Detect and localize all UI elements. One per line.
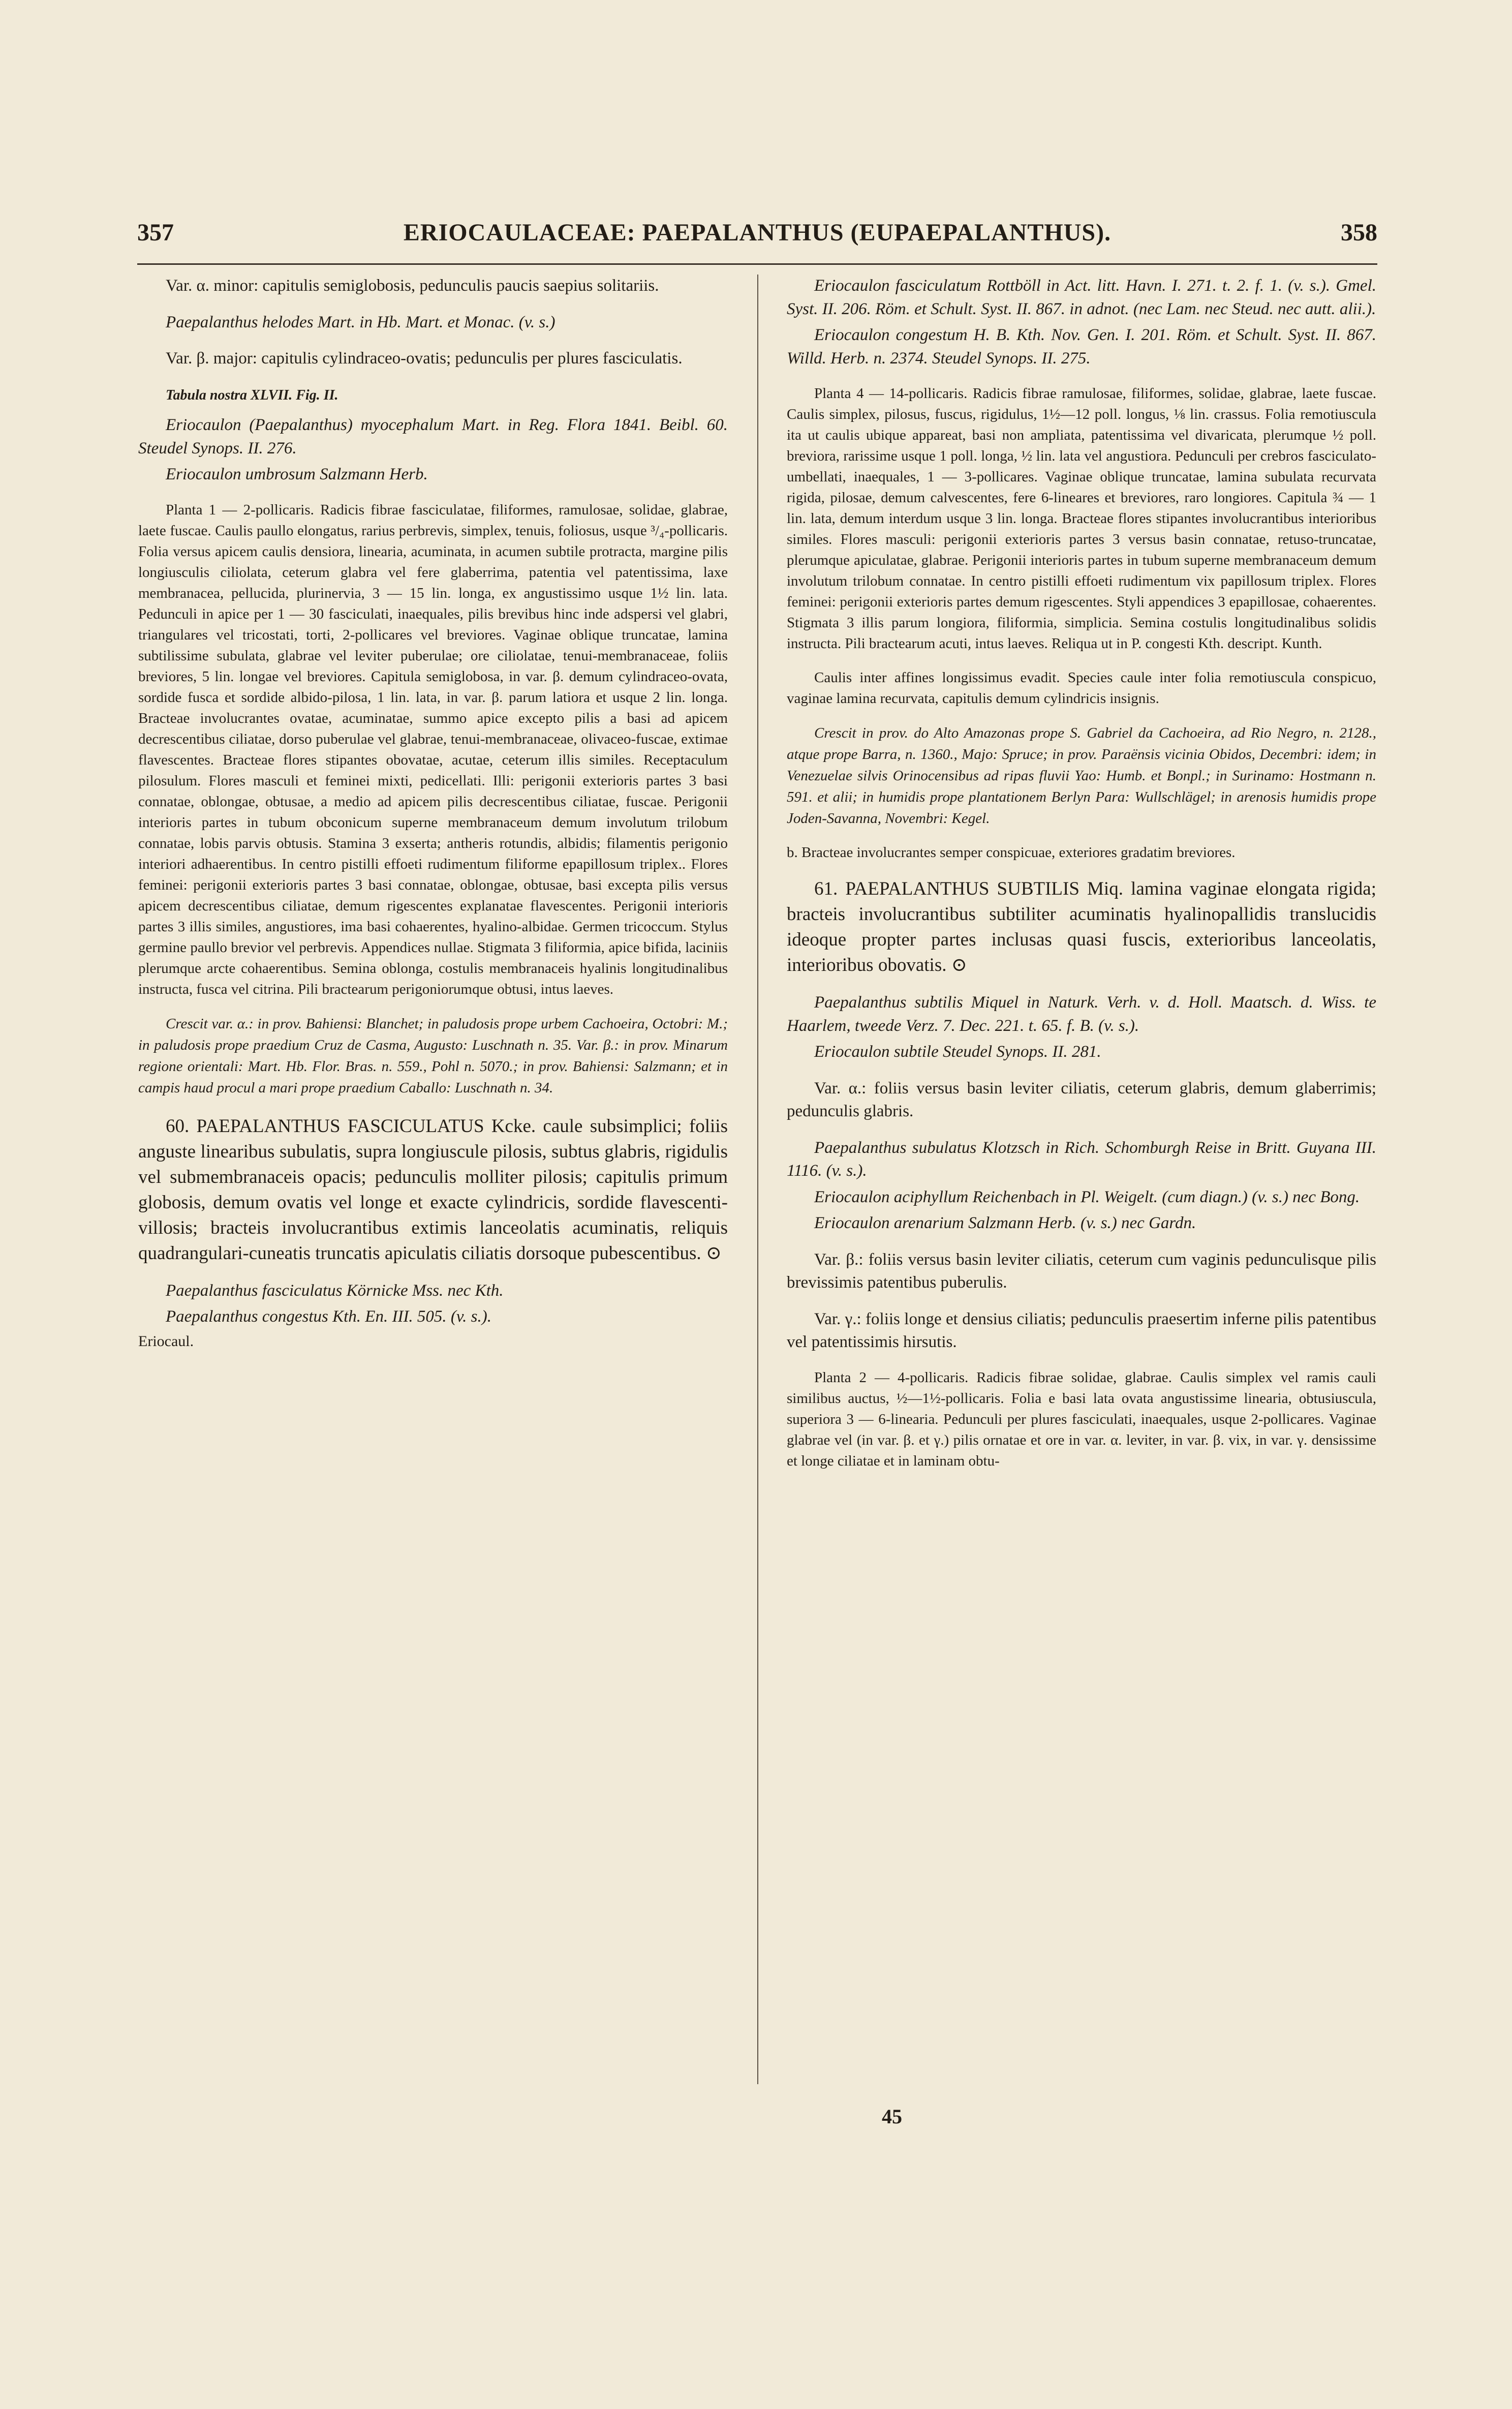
synonym-61d: Eriocaulon aciphyllum Reichenbach in Pl. Weigelt. (cum diagn.) (v. s.) nec Bong. (814, 1187, 1360, 1206)
synonym-helodes: Paepalanthus helodes Mart. in Hb. Mart. et Monac. (v. s.) (166, 313, 556, 331)
description: Planta 1 — 2-pollicaris. Radicis fibrae fasciculatae, filiformes, ramulosae, solidae, glabrae, laete fuscae. Caulis paullo elongatus, rarius perbrevis, simplex, tenuis, foliosus, usque ³/₄-pollicaris. Folia versus apicem caulis densiora, linearia, acuminata, in acumen subtile protracta, margine pilis longiusculis ciliolata, ceterum glabra vel fere glaberrima, patentia vel patentissima, laxe membranacea, pellucida, plurinervia, 3 — 15 lin. longa, ex angustissimo usque 1½ lin. lata. Pedunculi in apice per 1 — 30 fasciculati, inaequales, pilis brevibus hinc inde adspersi vel glabri, triangulares vel tricostati, torti, 2-pollicares vel breviores. Vaginae oblique truncatae, lamina subtilissime subulata, glabrae vel leviter puberulae; ore ciliolatae, tenui-membranaceae, foliis breviores, 5 lin. longae vel breviores. Capitula semiglobosa, in var. β. demum cylindraceo-ovata, sordide fusca et sordide albido-pilosa, 1 lin. lata, in var. β. parum latiora et usque 2 lin. longa. Bracteae involucrantes ovatae, acuminatae, summo apice excepto pilis a basi ad apicem decrescentibus ciliatae, dorso puberulae vel glabrae, tenui-membranaceae, olivaceo-fuscae, extimae flavescentes. Bracteae flores stipantes obovatae, acutae, ceterum illis similes. Receptaculum pilosulum. Flores masculi et feminei mixti, pedicellati. Illi: perigonii exterioris partes 3 basi connatae, oblongae, obtusae, a medio ad apicem pilis decrescentibus ciliatae, fuscae. Perigonii interioris partes in tubum obconicum superne membranaceum demum involutum trilobum connatae, lobis parvis obtusis. Stamina 3 exserta; antheris rotundis, albidis; filamentis perigonio interiori adhaerentibus. In centro pistilli effoeti rudimentum filiforme epapillosum triplex.. Flores feminei: perigonii exterioris partes 3 basi connatae, oblongae, obtusae, basi excepta pilis versus apicem decrescentibus ciliatae, demum rigescentes explanatae flavescentes. Perigonii interioris partes 3 illis similes, angustiores, ima basi cohaerentes, hyalino-albidae. Germen tricoccum. Stylus germine paullo brevior vel perbrevis. Appendices nullae. Stigmata 3 filiformia, apice bifida, laciniis plerumque arcte cohaerentibus. Semina oblonga, costulis membranaceis hyalinis longitudinalibus instructa, fusca vel citrina. Pili bractearum perigoniorumque obtusi, intus laeves. (138, 501, 728, 997)
description-60: Planta 4 — 14-pollicaris. Radicis fibrae ramulosae, filiformes, solidae, glabrae, laete fuscae. Caulis simplex, pilosus, fuscus, rigidulus, 1½—12 poll. longus, ⅛ lin. crassus. Folia remotiuscula ita ut caulis ubique appareat, basi non ampliata, patentissima vel divaricata, plerumque ½ poll. breviora, rarissime usque 1 poll. longa, ½ lin. lata vel angustiora. Pedunculi per crebros fasciculato-umbellati, inaequales, 1 — 3-pollicares. Vaginae oblique truncatae, lamina subulata recurvata rigida, pilosae, demum calvescentes, fere 6-lineares et breviores, raro longiores. Capitula ¾ — 1 lin. lata, demum interdum usque 3 lin. longa. Bracteae flores stipantes involucrantibus interioribus similes. Flores masculi: perigonii exterioris partes 3 versus basin connatae, retuso-truncatae, plerumque apiculatae, glabrae. Perigonii interioris partes in tubum superne membranaceum demum involutum trilobum connatae. In centro pistilli effoeti rudimentum vix papillosum triplex. Flores feminei: perigonii exterioris partes demum rigescentes. Styli appendices 3 epapillosae, cohaerentes. Stigmata 3 illis parum longiora, filiformia, simplicia. Semina costulis longitudinalibus solidis instructa. Pili bractearum acuti, intus laeves. Reliqua ut in P. congesti Kth. descript. Kunth. (787, 385, 1376, 652)
variety-alpha: Var. α.: foliis versus basin leviter ciliatis, ceterum glabris, demum glaberrimis; pedunculis glabris. (787, 1079, 1376, 1120)
locality-text: Crescit var. α.: in prov. Bahiensi: Blanchet; in paludosis prope urbem Cachoeira, Octobri: M.; in paludosis prope praedium Cruz de Casma, Augusto: Luschnath n. 35. Var. β.: in prov. Minarum regione orientali: Mart. Hb. Flor. Bras. n. 559., Pohl n. 5070.; in prov. Bahiensi: Salzmann; et in campis haud procul a mari prope praedium Caballo: Luschnath n. 34. (138, 1015, 728, 1096)
synonym-61b: Eriocaulon subtile Steudel Synops. II. 281. (814, 1043, 1101, 1061)
description-61: Planta 2 — 4-pollicaris. Radicis fibrae solidae, glabrae. Caulis simplex vel ramis cauli similibus auctus, ½—1½-pollicaris. Folia e basi lata ovata angustissime linearia, obtusiuscula, superiora 3 — 6-linearia. Pedunculi per plures fasciculati, inaequales, usque 2-pollicares. Vaginae glabrae vel (in var. β. et γ.) pilis ornatae et ore in var. α. leviter, in var. β. vix, in var. γ. densissime et longe ciliatae et in laminam obtu- (787, 1369, 1376, 1469)
species-60-heading: 60. PAEPALANTHUS FASCICULATUS Kcke. caule subsimplici; foliis anguste linearibus subulatis, supra longiuscule pilosis, subtus glabris, rigidulis vel submembranaceis opacis; pedunculis molliter pilosis; capitulis primum globosis, demum ovatis vel longe et exacte cylindricis, sordide flavescenti-villosis; bracteis involucrantibus extimis lanceolatis acuminatis, reliquis quadrangulari-cuneatis truncatis apiculatis ciliatis dorsoque pubescentibus. ⊙ (138, 1115, 728, 1264)
synonym-61e: Eriocaulon arenarium Salzmann Herb. (v. s.) nec Gardn. (814, 1214, 1196, 1232)
catchword: Eriocaul. (138, 1332, 194, 1350)
signature-mark: 45 (882, 2105, 902, 2128)
synonym-60c: Eriocaulon fasciculatum Rottböll in Act. litt. Havn. I. 271. t. 2. f. 1. (v. s.). Gmel. Syst. II. 206. Röm. et Schult. Syst. II. 867. in adnot. (nec Lam. nec Steud. nec autt. alii.). (787, 277, 1376, 318)
variety-beta: Var. β.: foliis versus basin leviter ciliatis, ceterum cum vaginis pedunculisque pilis brevissimis patentibus puberulis. (787, 1250, 1376, 1292)
page-number-right: 358 (1341, 219, 1377, 246)
column-right (787, 275, 1376, 1485)
remark-caulis: Caulis inter affines longissimus evadit. Species caule inter folia remotiuscula conspicuo, vaginae lamina recurvata, capitulis demum cylindricis insignis. (787, 669, 1376, 707)
column-left (138, 275, 728, 1366)
variety-minor: Var. α. minor: capitulis semiglobosis, pedunculis paucis saepius solitariis. (166, 277, 659, 295)
header-rule (137, 263, 1377, 265)
synonym-60b: Paepalanthus congestus Kth. En. III. 505. (v. s.). (166, 1307, 491, 1326)
column-divider (757, 275, 758, 2084)
synonym-60d: Eriocaulon congestum H. B. Kth. Nov. Gen. I. 201. Röm. et Schult. Syst. II. 867. Willd. Herb. n. 2374. Steudel Synops. II. 275. (787, 326, 1376, 368)
plate-reference: Tabula nostra XLVII. Fig. II. (166, 387, 338, 403)
page-number-left: 357 (137, 219, 174, 246)
variety-gamma: Var. γ.: foliis longe et densius ciliatis; pedunculis praesertim inferne pilis patentibus vel patentissimis hirsutis. (787, 1309, 1376, 1351)
running-title: ERIOCAULACEAE: PAEPALANTHUS (EUPAEPALANTHUS). (403, 219, 1112, 246)
synonym-myocephalum: Eriocaulon (Paepalanthus) myocephalum Mart. in Reg. Flora 1841. Beibl. 60. Steudel Synops. II. 276. (138, 416, 728, 458)
synonym-60a: Paepalanthus fasciculatus Körnicke Mss. nec Kth. (166, 1281, 504, 1300)
running-header (137, 219, 1377, 259)
variety-major: Var. β. major: capitulis cylindraceo-ovatis; pedunculis per plures fasciculatis. (166, 349, 683, 368)
locality-60: Crescit in prov. do Alto Amazonas prope S. Gabriel da Cachoeira, ad Rio Negro, n. 2128., atque prope Barra, n. 1360., Majo: Spruce; in prov. Paraënsis vicinia Obidos, Decembri: idem; in Venezuelae silvis Orinocensibus ad ripas fluvii Yao: Humb. et Bonpl.; in Surinamo: Hostmann n. 591. et alii; in humidis prope plantationem Berlyn Para: Wullschlägel; in arenosis humidis prope Joden-Savanna, Novembri: Kegel. (787, 725, 1376, 827)
species-61-heading: 61. PAEPALANTHUS SUBTILIS Miq. lamina vaginae elongata rigida; bracteis involucrantibus subtiliter acuminatis hyalinopallidis translucidis ideoque propter partes inclusas quasi fuscis, exterioribus lanceolatis, interioribus obovatis. ⊙ (787, 878, 1376, 975)
synonym-61c: Paepalanthus subulatus Klotzsch in Rich. Schomburgh Reise in Britt. Guyana III. 1116. (v. s.). (787, 1138, 1376, 1180)
synonym-umbrosum: Eriocaulon umbrosum Salzmann Herb. (166, 465, 428, 483)
section-b-heading: b. Bracteae involucrantes semper conspicuae, exteriores gradatim breviores. (787, 844, 1236, 861)
synonym-61a: Paepalanthus subtilis Miquel in Naturk. Verh. v. d. Holl. Maatsch. d. Wiss. te Haarlem, tweede Verz. 7. Dec. 221. t. 65. f. B. (v. s.). (787, 993, 1376, 1035)
